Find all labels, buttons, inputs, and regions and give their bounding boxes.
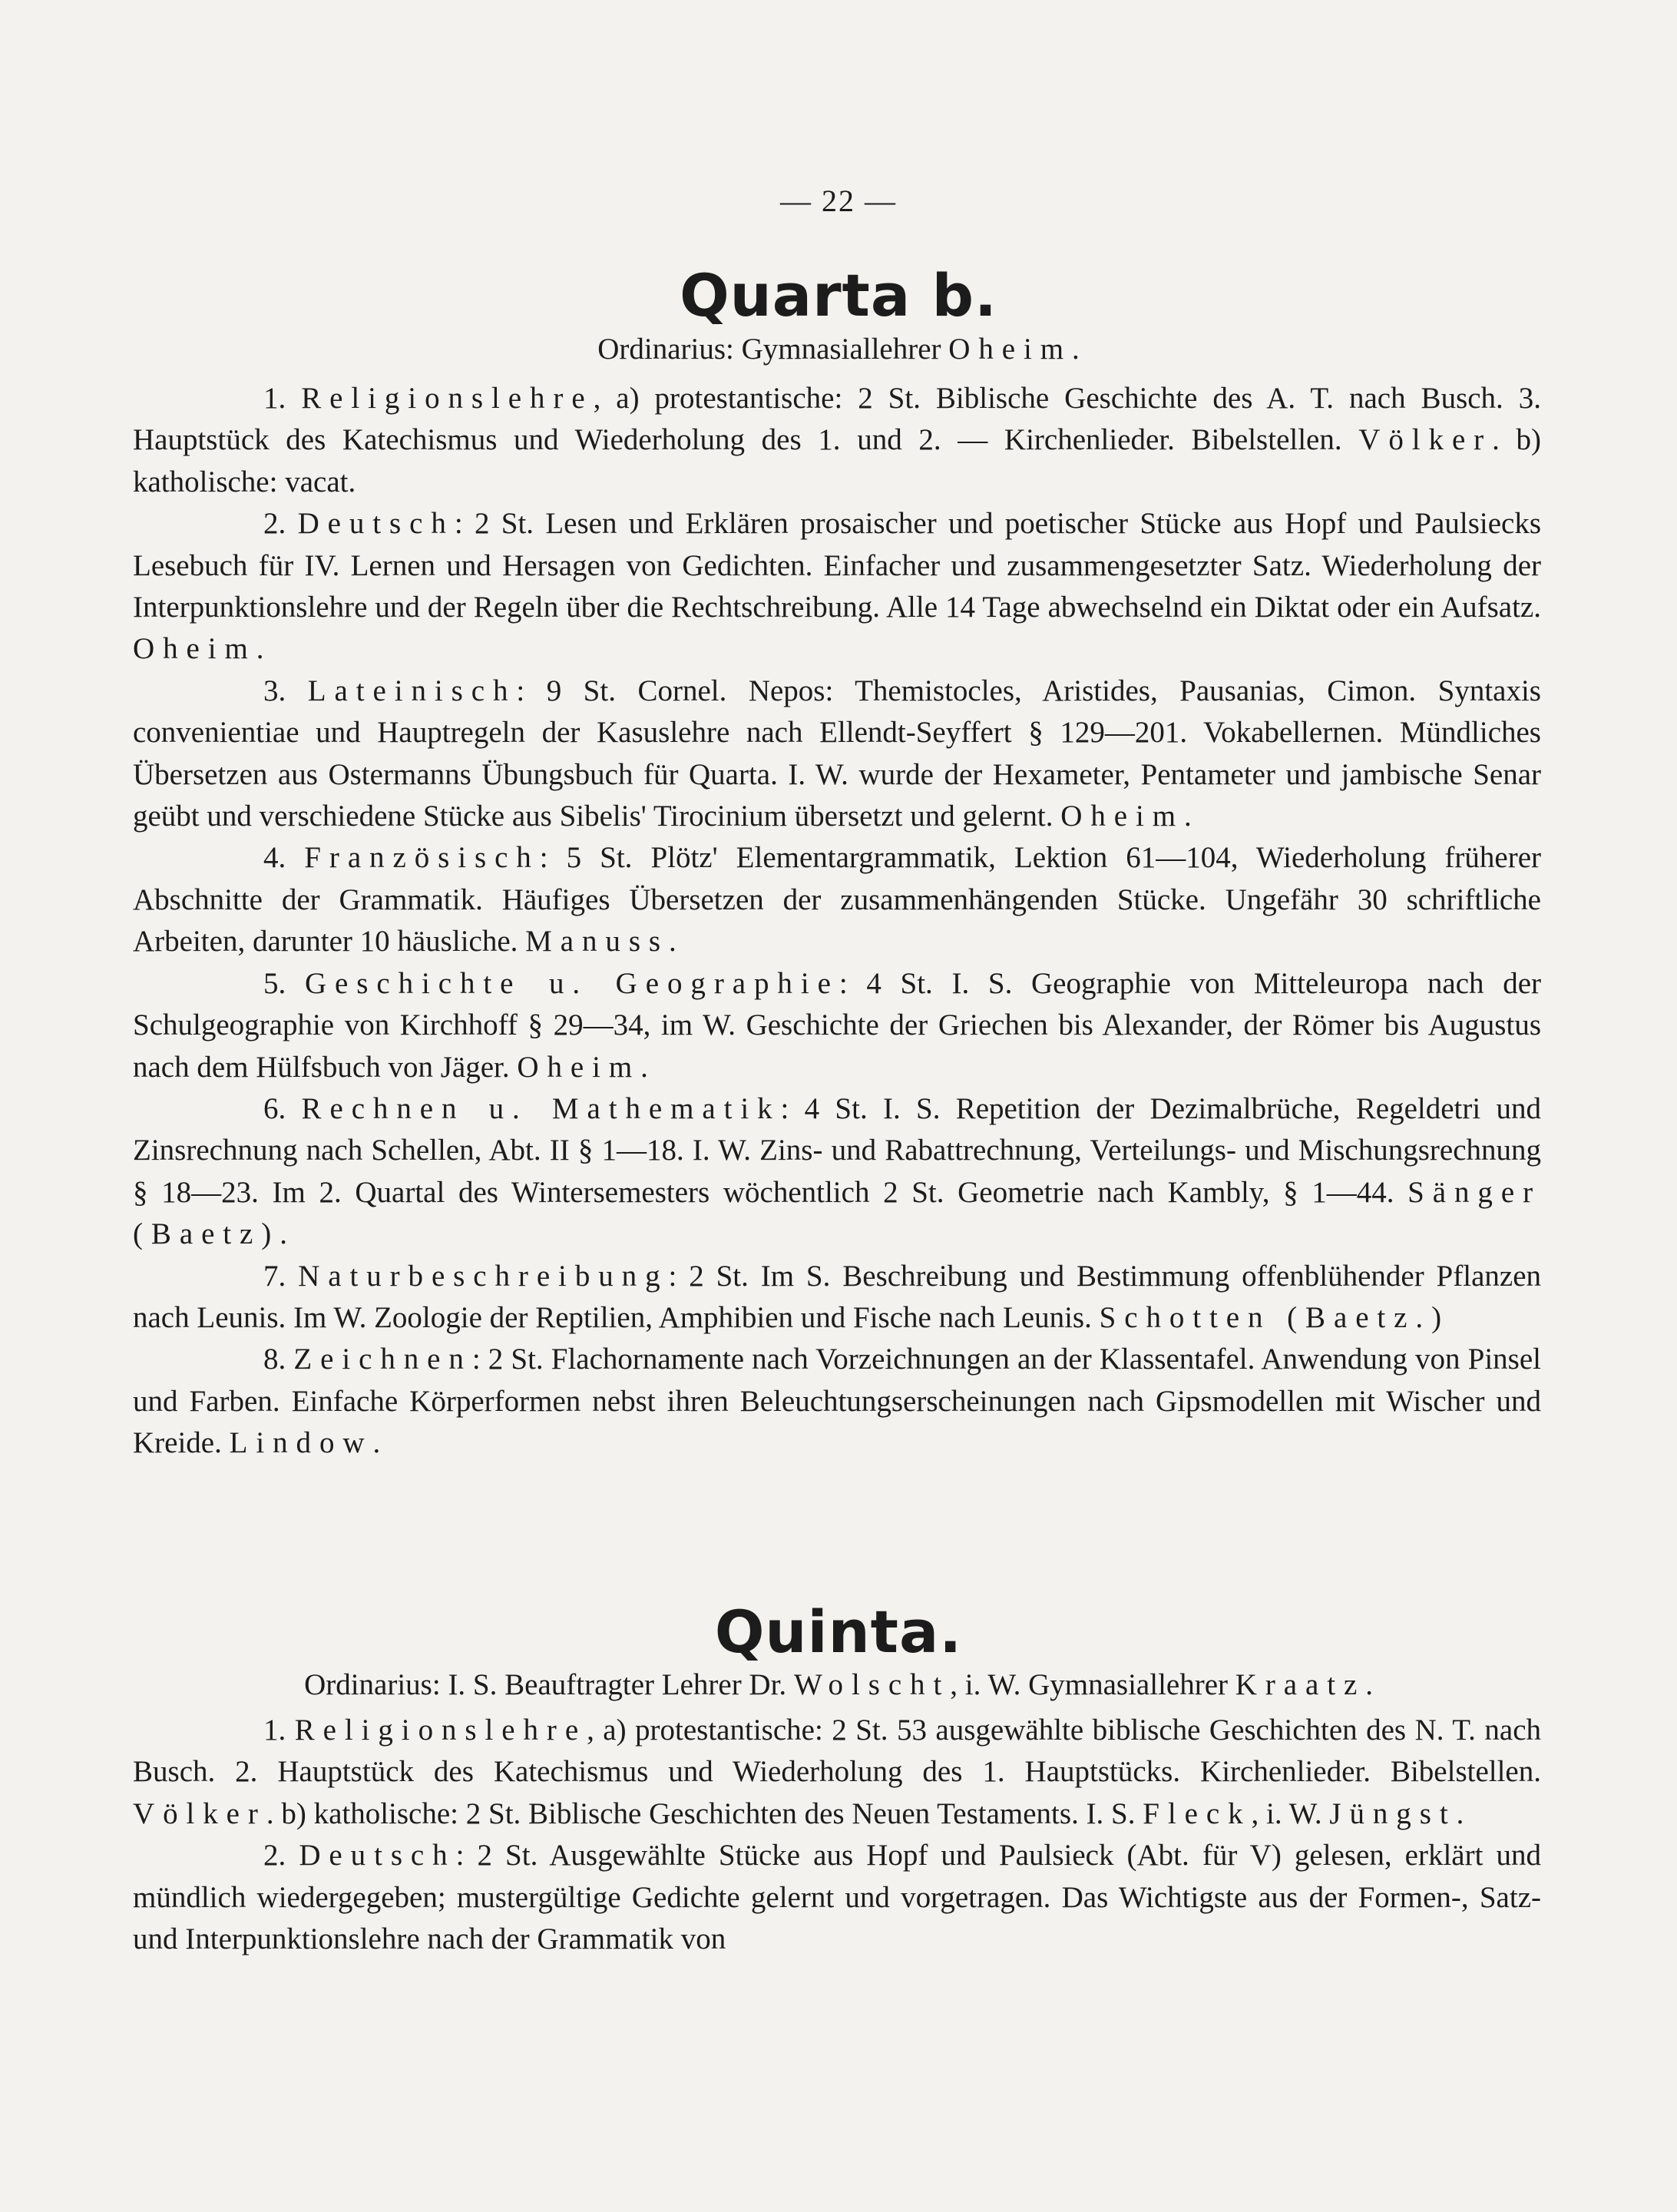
quarta-b-curriculum	[133, 378, 1541, 1465]
teacher-name: Schotten (Baetz.)	[1099, 1300, 1450, 1334]
paragraph-text: .	[640, 1050, 648, 1084]
subject-name: Religionslehre	[294, 1714, 587, 1747]
teacher-name: Jüngst	[1329, 1796, 1457, 1830]
item-number: 1.	[263, 382, 302, 415]
paragraph-text: : 2 St. Ausgewählte Stücke aus Hopf und Paulsieck (Abt. für V) gelesen, erklärt und mündlich wiedergegeben; mustergültige Gedichte gelernt und vorgetragen. Das Wichtigste aus der Formen-, Satz- und Interpunktionslehre nach der Grammatik von	[133, 1839, 1542, 1956]
ordinarius-suffix: .	[1072, 333, 1080, 366]
item-number: 7.	[263, 1259, 299, 1293]
section-heading-quinta: Quinta.	[714, 1598, 963, 1666]
subject-name: Naturbeschreibung	[298, 1259, 669, 1293]
subject-name: Französisch	[304, 841, 540, 875]
teacher-name: Lindow	[229, 1426, 373, 1460]
ordinarius-name: Wolscht	[793, 1668, 951, 1701]
paragraph-deutsch	[133, 1835, 1541, 1960]
ordinarius-suffix: .	[1365, 1668, 1373, 1701]
item-number: 8.	[263, 1343, 294, 1376]
ordinarius-prefix: Ordinarius: Gymnasiallehrer	[597, 333, 949, 366]
teacher-name: Völker	[1358, 423, 1493, 457]
paragraph-text: : 4 St. I. S. Repetition der Dezimalbrüche, Regeldetri und Zinsrechnung nach Schellen, Abt. II § 1—18. I. W. Zins- und Rabattrechnung, Verteilungs- und Mischungsrechnung § 18—23. Im 2. Quartal des Wintersemesters wöchentlich 2 St. Geometrie nach Kambly, § 1—44.	[133, 1091, 1541, 1209]
subject-name: Lateinisch	[307, 674, 517, 707]
subject-name: Zeichnen	[293, 1343, 472, 1376]
paragraph-geschichte-geographie	[133, 963, 1541, 1088]
section-heading-quarta-b: Quarta b.	[680, 261, 997, 329]
paragraph-text: : 2 St. Im S. Beschreibung und Bestimmung offenblühender Pflanzen nach Leunis. Im W. Zoologie der Reptilien, Amphibien und Fische nach Leunis.	[133, 1259, 1541, 1334]
paragraph-franzoesisch	[133, 837, 1541, 962]
ordinarius-line-quinta	[0, 1667, 1677, 1702]
item-number: 2.	[263, 507, 298, 541]
paragraph-text: .	[1456, 1796, 1464, 1830]
paragraph-text: : 9 St. Cornel. Nepos: Themistocles, Aristides, Pausanias, Cimon. Syntaxis convenientiae und Hauptregeln der Kasuslehre nach Ellendt-Seyffert § 129—201. Vokabellernen. Mündliches Übersetzen aus Ostermanns Übungsbuch für Quarta. I. W. wurde der Hexameter, Pentameter und jambische Senar geübt und verschiedene Stücke aus Sibelis' Tirocinium übersetzt und gelernt.	[133, 674, 1541, 833]
teacher-name: Oheim	[1060, 800, 1184, 833]
paragraph-text: : 5 St. Plötz' Elementargrammatik, Lektion 61—104, Wiederholung früherer Abschnitte der Grammatik. Häufiges Übersetzen der zusammenhängenden Stücke. Ungefähr 30 schriftliche Arbeiten, darunter 10 häusliche.	[133, 841, 1542, 959]
teacher-name: Sänger (Baetz)	[133, 1175, 1541, 1251]
subject-name: Deutsch	[297, 507, 455, 541]
teacher-name: Fleck	[1143, 1796, 1252, 1830]
paragraph-deutsch	[133, 503, 1541, 671]
subject-name: Religionslehre	[301, 382, 594, 415]
paragraph-text: .	[280, 1217, 287, 1251]
paragraph-zeichnen	[133, 1339, 1541, 1464]
paragraph-religion	[133, 378, 1541, 503]
item-number: 2.	[263, 1839, 299, 1873]
item-number: 1.	[263, 1714, 295, 1747]
teacher-name: Oheim	[517, 1050, 641, 1084]
ordinarius-prefix: Ordinarius: I. S. Beauftragter Lehrer Dr.	[304, 1668, 794, 1701]
page-number: — 22 —	[780, 184, 897, 218]
subject-name: Geschichte u. Geographie	[304, 966, 839, 1000]
paragraph-text: , a) protestantische: 2 St. Biblische Geschichte des A. T. nach Busch. 3. Hauptstück des Katechismus und Wiederholung des 1. und 2. — Kirchenlieder. Bibelstellen.	[133, 382, 1542, 457]
teacher-name: Manuss	[525, 925, 670, 959]
ordinarius-name: Oheim	[948, 333, 1073, 366]
paragraph-text: , i. W.	[1251, 1796, 1330, 1830]
item-number: 3.	[263, 674, 308, 707]
paragraph-naturbeschreibung	[133, 1256, 1541, 1339]
paragraph-text: .	[256, 632, 264, 666]
subject-name: Deutsch	[299, 1839, 456, 1873]
paragraph-text: . b) katholische: vacat.	[133, 423, 1541, 498]
paragraph-text: : 4 St. I. S. Geographie von Mitteleuropa nach der Schulgeographie von Kirchhoff § 29—34, im W. Geschichte der Griechen bis Alexander, der Römer bis Augustus nach dem Hülfsbuch von Jäger.	[133, 966, 1542, 1084]
ordinarius-middle: , i. W. Gymnasiallehrer	[950, 1668, 1235, 1701]
quinta-curriculum	[133, 1710, 1541, 1960]
paragraph-text: : 2 St. Lesen und Erklären prosaischer und poetischer Stücke aus Hopf und Paulsiecks Lesebuch für IV. Lernen und Hersagen von Gedichten. Einfacher und zusammengesetzter Satz. Wiederholung der Interpunktionslehre und der Regeln über die Rechtschreibung. Alle 14 Tage abwechselnd ein Diktat oder ein Aufsatz.	[133, 507, 1542, 624]
paragraph-religion	[133, 1710, 1541, 1835]
ordinarius-line-quarta-b	[0, 332, 1677, 366]
ordinarius-name-2: Kraatz	[1235, 1668, 1366, 1701]
paragraph-text: .	[669, 925, 676, 959]
paragraph-text: .	[1183, 800, 1192, 833]
paragraph-rechnen-mathematik	[133, 1088, 1541, 1256]
paragraph-text: , a) protestantische: 2 St. 53 ausgewählte biblische Geschichten des N. T. nach Busch. 2. Hauptstück des Katechismus und Wiederholung des 1. Hauptstücks. Kirchenlieder. Bibelstellen.	[133, 1714, 1542, 1789]
subject-name: Rechnen u. Mathematik	[301, 1091, 781, 1125]
paragraph-lateinisch	[133, 671, 1541, 838]
item-number: 4.	[263, 841, 305, 875]
teacher-name: Oheim	[133, 632, 256, 666]
paragraph-text: . b) katholische: 2 St. Biblische Geschichten des Neuen Testaments. I. S.	[266, 1796, 1143, 1830]
item-number: 6.	[263, 1091, 302, 1125]
paragraph-text: : 2 St. Flachornamente nach Vorzeichnungen an der Klassentafel. Anwendung von Pinsel und Farben. Einfache Körperformen nebst ihren Beleuchtungserscheinungen nach Gipsmodellen mit Wischer und Kreide.	[133, 1343, 1542, 1460]
teacher-name: Völker	[133, 1796, 266, 1830]
paragraph-text: .	[372, 1426, 381, 1460]
item-number: 5.	[263, 966, 305, 1000]
